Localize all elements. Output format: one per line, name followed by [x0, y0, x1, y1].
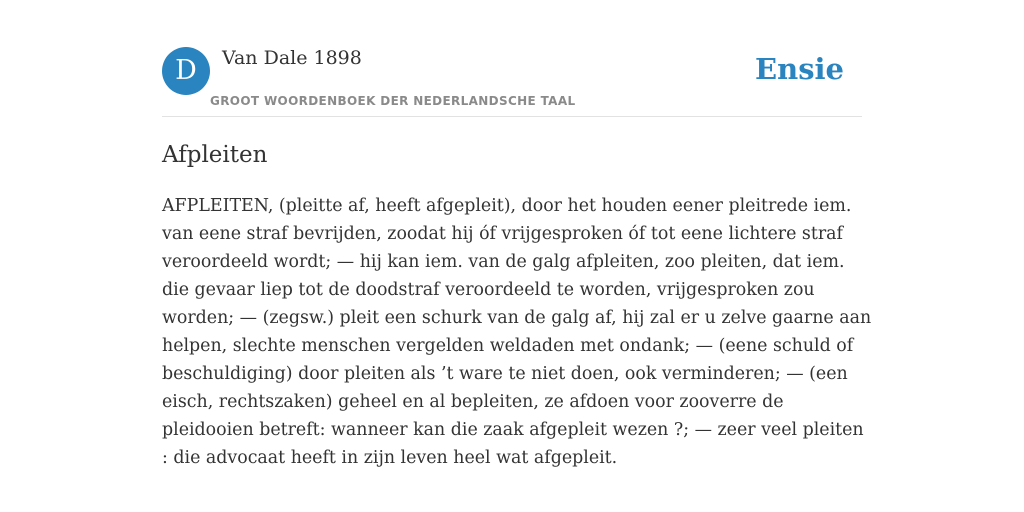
entry-definition: AFPLEITEN, (pleitte af, heeft afgepleit), door het houden eener pleitrede iem. van eene straf bevrijden, zoodat hij óf vrijgesproken óf tot eene lichtere straf veroordeeld wordt; — hij kan iem. van de galg afpleiten, zoo pleiten, dat iem. die gevaar liep tot de doodstraf veroordeeld te worden, vrijgesproken zou worden; — (zegsw.) pleit een schurk van de galg af, hij zal er u zelve gaarne aan helpen, slechte menschen vergelden weldaden met ondank; — (eene schuld of beschuldiging) door pleiten als ’t ware te niet doen, ook verminderen; — (een eisch, rechtszaken) geheel en al bepleiten, ze afdoen voor zooverre de pleidooien betreft: wanneer kan die zaak afgepleit wezen ?; — zeer veel pleiten : die advocaat heeft in zijn leven heel wat afgepleit.	[162, 196, 872, 468]
brand-logo[interactable]: Ensie	[755, 52, 844, 86]
source-title[interactable]: Van Dale 1898	[222, 47, 362, 69]
source-avatar[interactable]: D	[162, 47, 210, 95]
source-subtitle: GROOT WOORDENBOEK DER NEDERLANDSCHE TAAL	[210, 94, 576, 108]
entry-title: Afpleiten	[162, 142, 268, 168]
dictionary-header	[162, 46, 862, 117]
